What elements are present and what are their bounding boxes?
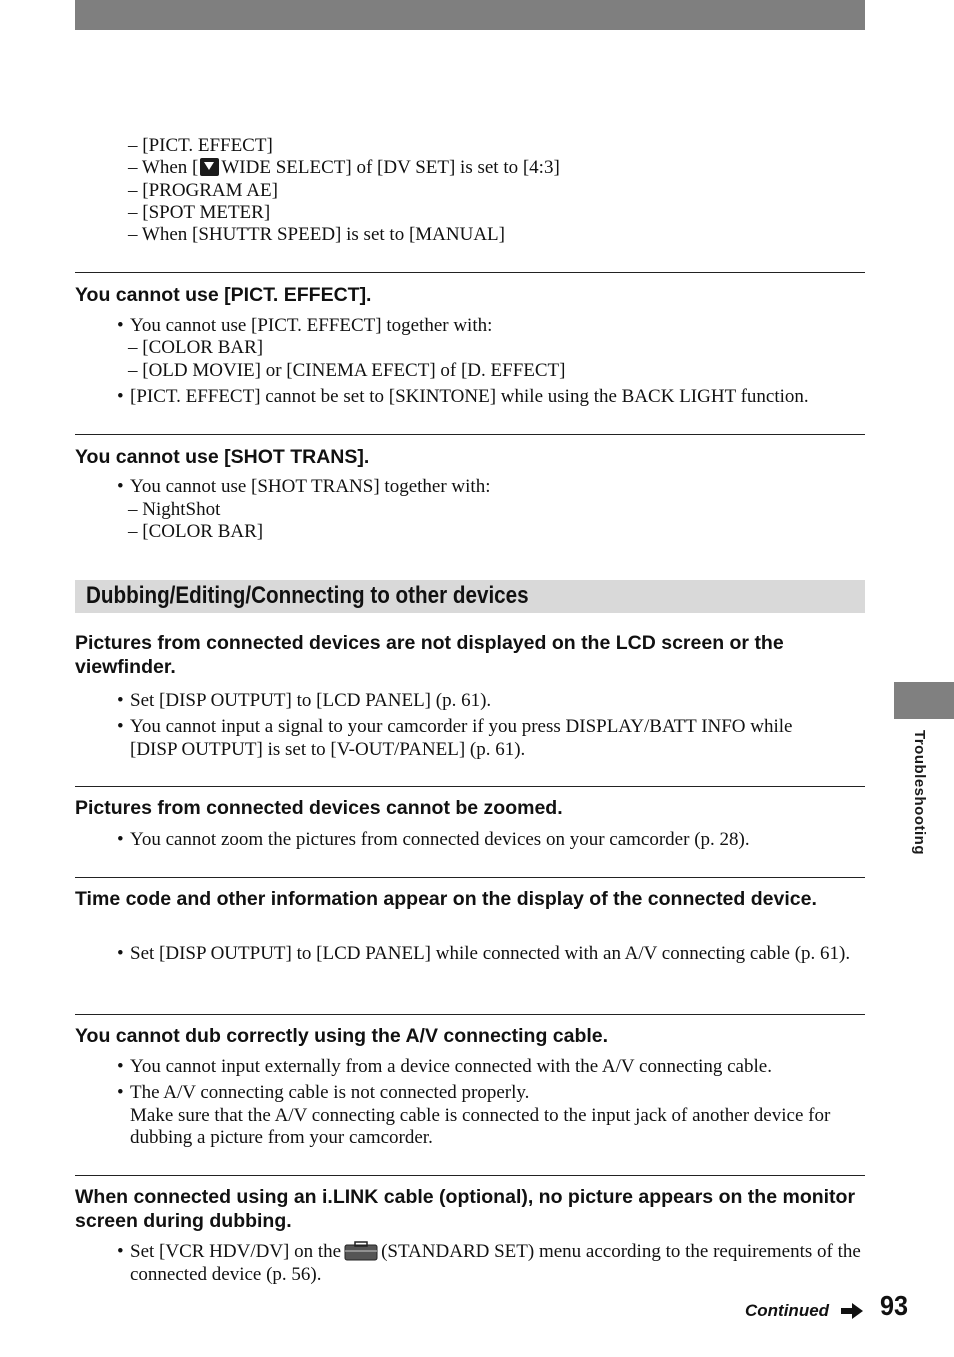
list-item: – [COLOR BAR] [128,521,264,542]
section-heading: You cannot use [SHOT TRANS]. [75,446,370,468]
list-item: – When [ WIDE SELECT] of [DV SET] is set to [4:3] [128,157,560,178]
bullet-item: • You cannot use [SHOT TRANS] together with: [117,476,491,497]
bullet-item: • Set [VCR HDV/DV] on the (STANDARD SET) menu according to the requirements of the connected device (p. 56). [117,1241,861,1285]
divider [75,877,865,878]
wide-select-icon [200,158,219,176]
bullet-item: • You cannot input externally from a device connected with the A/V connecting cable. [117,1056,772,1077]
bullet-item: • Set [DISP OUTPUT] to [LCD PANEL] while connected with an A/V connecting cable (p. 61). [117,943,851,964]
divider [75,272,865,273]
list-item: – [SPOT METER] [128,202,271,223]
divider [75,786,865,787]
bullet-item: • The A/V connecting cable is not connected properly. Make sure that the A/V connecting cable is connected to the input jack of another device for dubbing a picture from your camcorder. [117,1082,831,1148]
bullet-item: • Set [DISP OUTPUT] to [LCD PANEL] (p. 61). [117,690,492,711]
list-item: – [PICT. EFFECT] [128,135,273,156]
section-heading: When connected using an i.LINK cable (optional), no picture appears on the monitor screen during dubbing. [75,1186,856,1232]
side-tab-marker [894,682,954,719]
arrow-right-icon [841,1303,863,1319]
list-item: – [PROGRAM AE] [128,180,278,201]
divider [75,1014,865,1015]
bullet-item: • You cannot input a signal to your camcorder if you press DISPLAY/BATT INFO while [DISP OUTPUT] is set to [V-OUT/PANEL] (p. 61). [117,716,793,760]
list-item: – [OLD MOVIE] or [CINEMA EFECT] of [D. EFFECT] [128,360,566,381]
continued-label: Continued [745,1301,830,1320]
section-heading: Pictures from connected devices are not displayed on the LCD screen or the viewfinder. [75,632,784,678]
toolbox-icon [344,1241,378,1261]
bullet-item: • You cannot use [PICT. EFFECT] together with: [117,315,493,336]
list-item: – When [SHUTTR SPEED] is set to [MANUAL] [128,224,505,245]
divider [75,434,865,435]
divider [75,1175,865,1176]
section-heading: Time code and other information appear on the display of the connected device. [75,888,817,910]
section-heading: You cannot dub correctly using the A/V connecting cable. [75,1025,609,1047]
side-tab-label: Troubleshooting [911,730,928,855]
list-item: – NightShot [128,499,221,520]
list-item: – [COLOR BAR] [128,337,264,358]
section-heading: Pictures from connected devices cannot be zoomed. [75,797,563,819]
page-number: 93 [880,1290,909,1321]
header-bar [75,0,865,30]
bullet-item: • [PICT. EFFECT] cannot be set to [SKINTONE] while using the BACK LIGHT function. [117,386,809,407]
section-title: Dubbing/Editing/Connecting to other devices [86,582,529,609]
section-heading: You cannot use [PICT. EFFECT]. [75,284,372,306]
bullet-item: • You cannot zoom the pictures from connected devices on your camcorder (p. 28). [117,829,750,850]
